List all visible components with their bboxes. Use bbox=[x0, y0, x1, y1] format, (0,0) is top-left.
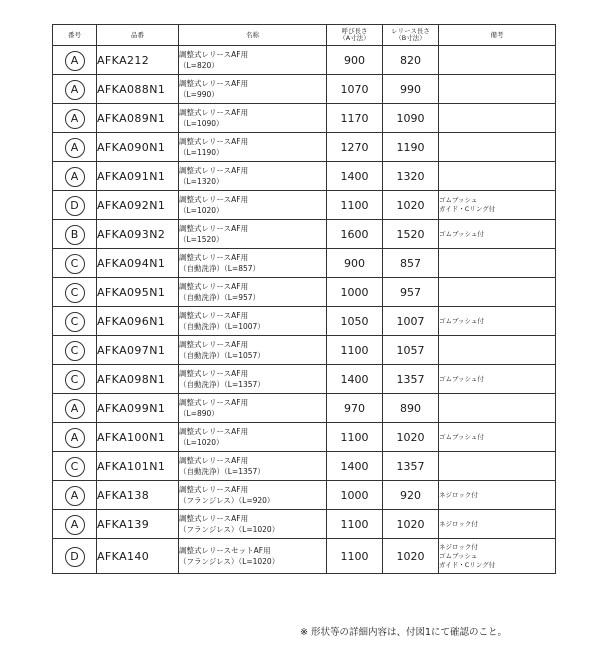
product-name bbox=[179, 133, 327, 162]
product-name-line: （L=990） bbox=[179, 90, 219, 99]
part-number: AFKA098N1 bbox=[97, 365, 179, 394]
remark-line: ネジロック付 bbox=[439, 519, 478, 528]
table-header-row bbox=[53, 25, 556, 46]
product-name bbox=[179, 75, 327, 104]
part-number: AFKA099N1 bbox=[97, 394, 179, 423]
remark-line: ゴムブッシュ bbox=[439, 551, 478, 560]
remarks bbox=[439, 539, 556, 574]
table-row bbox=[53, 191, 556, 220]
row-mark-cell bbox=[53, 104, 97, 133]
release-length-value: 1057 bbox=[383, 336, 439, 365]
product-name-line: （自動洗浄）（L=1357） bbox=[179, 467, 265, 476]
release-spec-table bbox=[52, 24, 556, 574]
release-length-value: 1020 bbox=[383, 423, 439, 452]
row-mark-cell bbox=[53, 481, 97, 510]
part-number: AFKA092N1 bbox=[97, 191, 179, 220]
release-length-value: 820 bbox=[383, 46, 439, 75]
product-name-line: 調整式レリースAF用 bbox=[179, 166, 249, 175]
remarks bbox=[439, 104, 556, 133]
product-name-line: （L=820） bbox=[179, 61, 219, 70]
header-call-length-line2: （A寸法） bbox=[339, 34, 370, 42]
remark-line: ネジロック付 bbox=[439, 490, 478, 499]
part-number: AFKA138 bbox=[97, 481, 179, 510]
part-number: AFKA100N1 bbox=[97, 423, 179, 452]
circled-mark: A bbox=[65, 109, 85, 129]
circled-mark: A bbox=[65, 167, 85, 187]
part-number: AFKA139 bbox=[97, 510, 179, 539]
row-mark-cell bbox=[53, 510, 97, 539]
remarks bbox=[439, 220, 556, 249]
header-part: 品番 bbox=[97, 25, 179, 46]
row-mark-cell bbox=[53, 307, 97, 336]
product-name-line: 調整式レリースAF用 bbox=[179, 398, 249, 407]
remarks bbox=[439, 423, 556, 452]
product-name bbox=[179, 423, 327, 452]
product-name-line: （フランジレス）（L=1020） bbox=[179, 525, 280, 534]
remark-line: ゴムブッシュ付 bbox=[439, 229, 484, 238]
header-call-length bbox=[327, 25, 383, 46]
remark-line: ゴムブッシュ bbox=[439, 196, 478, 204]
product-name-line: 調整式レリースAF用 bbox=[179, 427, 249, 436]
product-name bbox=[179, 46, 327, 75]
product-name-line: （L=1320） bbox=[179, 177, 224, 186]
part-number: AFKA212 bbox=[97, 46, 179, 75]
row-mark-cell bbox=[53, 278, 97, 307]
call-length-value: 1400 bbox=[327, 365, 383, 394]
row-mark-cell bbox=[53, 191, 97, 220]
table-row bbox=[53, 104, 556, 133]
product-name bbox=[179, 365, 327, 394]
product-name-line: （自動洗浄）（L=957） bbox=[179, 293, 261, 302]
remarks bbox=[439, 307, 556, 336]
product-name-line: （自動洗浄）（L=1007） bbox=[179, 322, 265, 331]
product-name bbox=[179, 278, 327, 307]
remarks bbox=[439, 133, 556, 162]
product-name-line: （自動洗浄）（L=1057） bbox=[179, 351, 265, 360]
product-name-line: 調整式レリースAF用 bbox=[179, 108, 249, 117]
product-name-line: 調整式レリースAF用 bbox=[179, 456, 249, 465]
part-number: AFKA096N1 bbox=[97, 307, 179, 336]
row-mark-cell bbox=[53, 423, 97, 452]
product-name-line: （自動洗浄）（L=1357） bbox=[179, 380, 265, 389]
table-body bbox=[53, 46, 556, 574]
row-mark-cell bbox=[53, 220, 97, 249]
product-name-line: （フランジレス）（L=920） bbox=[179, 496, 275, 505]
header-release-length bbox=[383, 25, 439, 46]
table-row bbox=[53, 394, 556, 423]
circled-mark: C bbox=[65, 457, 85, 477]
part-number: AFKA140 bbox=[97, 539, 179, 574]
part-number: AFKA089N1 bbox=[97, 104, 179, 133]
table-row bbox=[53, 220, 556, 249]
call-length-value: 1100 bbox=[327, 191, 383, 220]
remarks bbox=[439, 394, 556, 423]
call-length-value: 1100 bbox=[327, 539, 383, 574]
part-number: AFKA095N1 bbox=[97, 278, 179, 307]
remarks bbox=[439, 191, 556, 220]
table-row bbox=[53, 452, 556, 481]
part-number: AFKA090N1 bbox=[97, 133, 179, 162]
remarks bbox=[439, 481, 556, 510]
header-no: 番号 bbox=[53, 25, 97, 46]
release-length-value: 1020 bbox=[383, 191, 439, 220]
row-mark-cell bbox=[53, 75, 97, 104]
product-name bbox=[179, 220, 327, 249]
call-length-value: 1000 bbox=[327, 278, 383, 307]
remarks bbox=[439, 75, 556, 104]
remark-line: ゴムブッシュ付 bbox=[439, 432, 484, 441]
product-name bbox=[179, 162, 327, 191]
product-name-line: （L=1520） bbox=[179, 235, 224, 244]
circled-mark: A bbox=[65, 138, 85, 158]
remarks bbox=[439, 278, 556, 307]
header-name: 名称 bbox=[179, 25, 327, 46]
row-mark-cell bbox=[53, 365, 97, 394]
product-name bbox=[179, 452, 327, 481]
release-length-value: 1007 bbox=[383, 307, 439, 336]
product-name-line: 調整式レリースセットAF用 bbox=[179, 546, 271, 555]
product-name-line: 調整式レリースAF用 bbox=[179, 514, 249, 523]
remark-line: ガイド・Cリング付 bbox=[439, 560, 496, 569]
header-release-length-line1: レリース長さ bbox=[391, 27, 430, 35]
call-length-value: 1270 bbox=[327, 133, 383, 162]
release-length-value: 1020 bbox=[383, 539, 439, 574]
remarks bbox=[439, 510, 556, 539]
call-length-value: 1100 bbox=[327, 423, 383, 452]
circled-mark: A bbox=[65, 428, 85, 448]
call-length-value: 1100 bbox=[327, 510, 383, 539]
row-mark-cell bbox=[53, 539, 97, 574]
table-row bbox=[53, 423, 556, 452]
product-name bbox=[179, 191, 327, 220]
product-name-line: 調整式レリースAF用 bbox=[179, 79, 249, 88]
call-length-value: 1000 bbox=[327, 481, 383, 510]
release-length-value: 1520 bbox=[383, 220, 439, 249]
row-mark-cell bbox=[53, 133, 97, 162]
product-name-line: 調整式レリースAF用 bbox=[179, 340, 249, 349]
header-remarks: 備考 bbox=[439, 25, 556, 46]
part-number: AFKA093N2 bbox=[97, 220, 179, 249]
circled-mark: A bbox=[65, 515, 85, 535]
call-length-value: 1100 bbox=[327, 336, 383, 365]
circled-mark: D bbox=[65, 196, 85, 216]
remarks bbox=[439, 365, 556, 394]
product-name bbox=[179, 336, 327, 365]
table-row bbox=[53, 336, 556, 365]
part-number: AFKA101N1 bbox=[97, 452, 179, 481]
call-length-value: 1050 bbox=[327, 307, 383, 336]
product-name bbox=[179, 394, 327, 423]
part-number: AFKA094N1 bbox=[97, 249, 179, 278]
table-row bbox=[53, 481, 556, 510]
table-row bbox=[53, 510, 556, 539]
release-length-value: 1190 bbox=[383, 133, 439, 162]
remark-line: ネジロック付 bbox=[439, 542, 478, 551]
table-row bbox=[53, 133, 556, 162]
circled-mark: C bbox=[65, 370, 85, 390]
table-row bbox=[53, 278, 556, 307]
part-number: AFKA091N1 bbox=[97, 162, 179, 191]
release-length-value: 1020 bbox=[383, 510, 439, 539]
row-mark-cell bbox=[53, 162, 97, 191]
call-length-value: 970 bbox=[327, 394, 383, 423]
product-name bbox=[179, 104, 327, 133]
product-name-line: 調整式レリースAF用 bbox=[179, 50, 249, 59]
release-length-value: 1320 bbox=[383, 162, 439, 191]
header-release-length-line2: （B寸法） bbox=[395, 34, 426, 42]
product-name bbox=[179, 481, 327, 510]
release-length-value: 957 bbox=[383, 278, 439, 307]
release-length-value: 990 bbox=[383, 75, 439, 104]
remarks bbox=[439, 452, 556, 481]
row-mark-cell bbox=[53, 249, 97, 278]
circled-mark: B bbox=[65, 225, 85, 245]
product-name-line: （L=1190） bbox=[179, 148, 224, 157]
call-length-value: 1400 bbox=[327, 162, 383, 191]
part-number: AFKA097N1 bbox=[97, 336, 179, 365]
row-mark-cell bbox=[53, 452, 97, 481]
part-number: AFKA088N1 bbox=[97, 75, 179, 104]
remarks bbox=[439, 336, 556, 365]
product-name-line: 調整式レリースAF用 bbox=[179, 195, 249, 204]
product-name bbox=[179, 307, 327, 336]
table-row bbox=[53, 162, 556, 191]
call-length-value: 900 bbox=[327, 46, 383, 75]
product-name-line: （L=1020） bbox=[179, 206, 224, 215]
product-name-line: （L=1090） bbox=[179, 119, 224, 128]
product-name-line: （フランジレス）（L=1020） bbox=[179, 557, 280, 566]
remark-line: ゴムブッシュ付 bbox=[439, 316, 484, 325]
circled-mark: A bbox=[65, 80, 85, 100]
release-length-value: 1357 bbox=[383, 365, 439, 394]
table-row bbox=[53, 75, 556, 104]
table-row bbox=[53, 365, 556, 394]
product-name bbox=[179, 249, 327, 278]
call-length-value: 1600 bbox=[327, 220, 383, 249]
circled-mark: C bbox=[65, 254, 85, 274]
product-name-line: 調整式レリースAF用 bbox=[179, 369, 249, 378]
call-length-value: 900 bbox=[327, 249, 383, 278]
circled-mark: D bbox=[65, 547, 85, 567]
call-length-value: 1170 bbox=[327, 104, 383, 133]
product-name-line: 調整式レリースAF用 bbox=[179, 137, 249, 146]
product-name-line: （L=1020） bbox=[179, 438, 224, 447]
release-length-value: 890 bbox=[383, 394, 439, 423]
circled-mark: A bbox=[65, 486, 85, 506]
header-call-length-line1: 呼び長さ bbox=[341, 27, 368, 35]
remark-line: ガイド・Cリング付 bbox=[439, 205, 496, 213]
product-name bbox=[179, 539, 327, 574]
product-name-line: （自動洗浄）（L=857） bbox=[179, 264, 261, 273]
table-row bbox=[53, 539, 556, 574]
product-name-line: （L=890） bbox=[179, 409, 219, 418]
call-length-value: 1070 bbox=[327, 75, 383, 104]
table-row bbox=[53, 46, 556, 75]
product-name-line: 調整式レリースAF用 bbox=[179, 224, 249, 233]
row-mark-cell bbox=[53, 336, 97, 365]
release-length-value: 1357 bbox=[383, 452, 439, 481]
product-name-line: 調整式レリースAF用 bbox=[179, 253, 249, 262]
row-mark-cell bbox=[53, 46, 97, 75]
circled-mark: C bbox=[65, 341, 85, 361]
table-row bbox=[53, 249, 556, 278]
row-mark-cell bbox=[53, 394, 97, 423]
remark-line: ゴムブッシュ付 bbox=[439, 374, 484, 383]
remarks bbox=[439, 46, 556, 75]
circled-mark: A bbox=[65, 399, 85, 419]
release-length-value: 1090 bbox=[383, 104, 439, 133]
footnote: ※ 形状等の詳細内容は、付図1にて確認のこと。 bbox=[300, 627, 508, 638]
product-name bbox=[179, 510, 327, 539]
remarks bbox=[439, 162, 556, 191]
product-name-line: 調整式レリースAF用 bbox=[179, 485, 249, 494]
release-length-value: 857 bbox=[383, 249, 439, 278]
call-length-value: 1400 bbox=[327, 452, 383, 481]
product-name-line: 調整式レリースAF用 bbox=[179, 282, 249, 291]
remarks bbox=[439, 249, 556, 278]
circled-mark: C bbox=[65, 283, 85, 303]
circled-mark: A bbox=[65, 51, 85, 71]
table-row bbox=[53, 307, 556, 336]
circled-mark: C bbox=[65, 312, 85, 332]
product-name-line: 調整式レリースAF用 bbox=[179, 311, 249, 320]
release-length-value: 920 bbox=[383, 481, 439, 510]
